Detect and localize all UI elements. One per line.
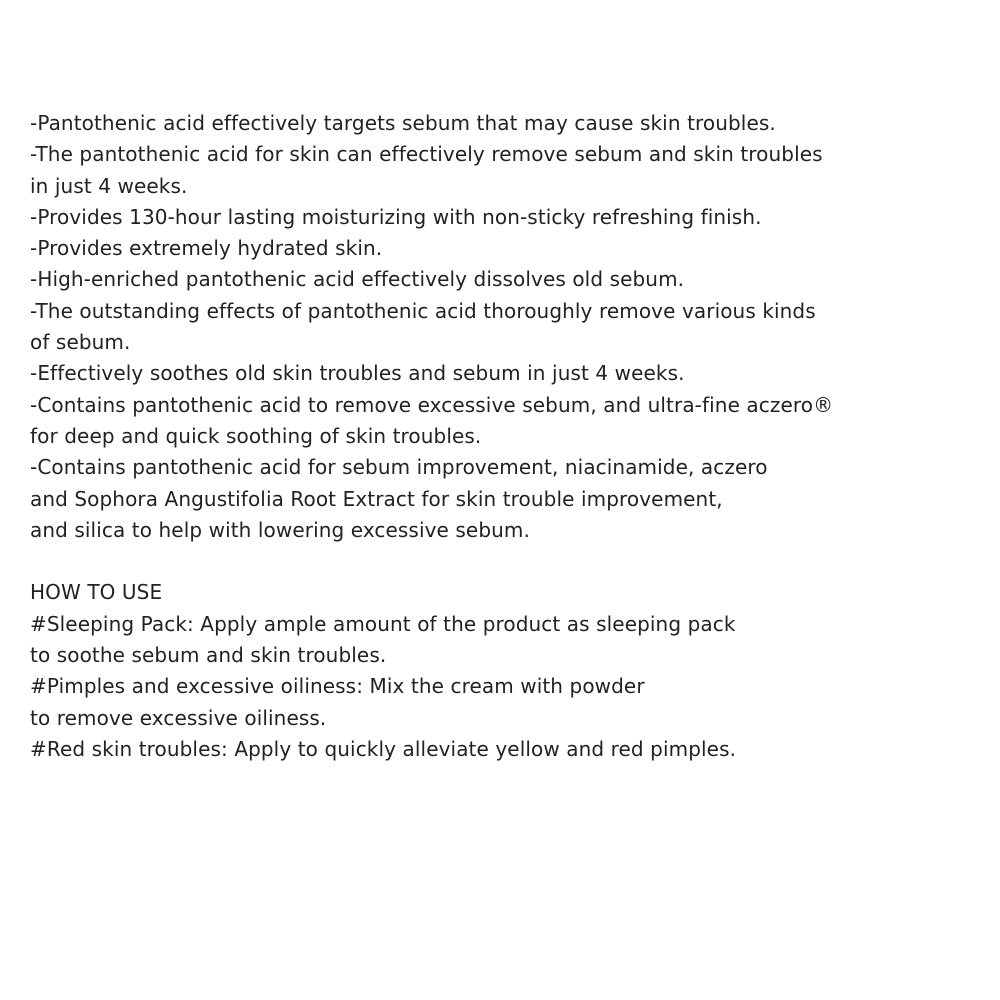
usage-line: to soothe sebum and skin troubles.	[30, 643, 387, 668]
section-spacer	[30, 546, 980, 577]
benefit-line: -Provides 130-hour lasting moisturizing with non-sticky refreshing finish.	[30, 204, 762, 229]
product-description	[30, 108, 980, 765]
benefit-line: -Pantothenic acid effectively targets sebum that may cause skin troubles.	[30, 111, 776, 135]
usage-line: #Pimples and excessive oiliness: Mix the cream with powder	[30, 674, 645, 699]
how-to-use-heading: HOW TO USE	[30, 580, 163, 605]
benefit-line: -The pantothenic acid for skin can effectively remove sebum and skin troubles	[30, 142, 823, 167]
benefit-line: and Sophora Angustifolia Root Extract for skin trouble improvement,	[30, 486, 723, 511]
benefit-line: of sebum.	[30, 330, 131, 355]
benefit-line: for deep and quick soothing of skin troubles.	[30, 423, 482, 448]
benefit-line: -Provides extremely hydrated skin.	[30, 236, 383, 261]
usage-line: to remove excessive oiliness.	[30, 705, 327, 730]
benefit-line: -Effectively soothes old skin troubles and sebum in just 4 weeks.	[30, 361, 685, 386]
usage-line: #Sleeping Pack: Apply ample amount of the product as sleeping pack	[30, 611, 736, 636]
benefit-line: -High-enriched pantothenic acid effectively dissolves old sebum.	[30, 267, 685, 292]
benefits-section	[30, 108, 980, 546]
benefit-line: -Contains pantothenic acid to remove excessive sebum, and ultra-fine aczero®	[30, 392, 834, 417]
benefit-line: -The outstanding effects of pantothenic acid thoroughly remove various kinds	[30, 298, 816, 323]
benefit-line: and silica to help with lowering excessive sebum.	[30, 517, 530, 542]
benefit-line: -Contains pantothenic acid for sebum improvement, niacinamide, aczero	[30, 455, 768, 480]
benefit-line: in just 4 weeks.	[30, 173, 188, 198]
how-to-use-section	[30, 577, 980, 765]
usage-line: #Red skin troubles: Apply to quickly alleviate yellow and red pimples.	[30, 736, 737, 761]
